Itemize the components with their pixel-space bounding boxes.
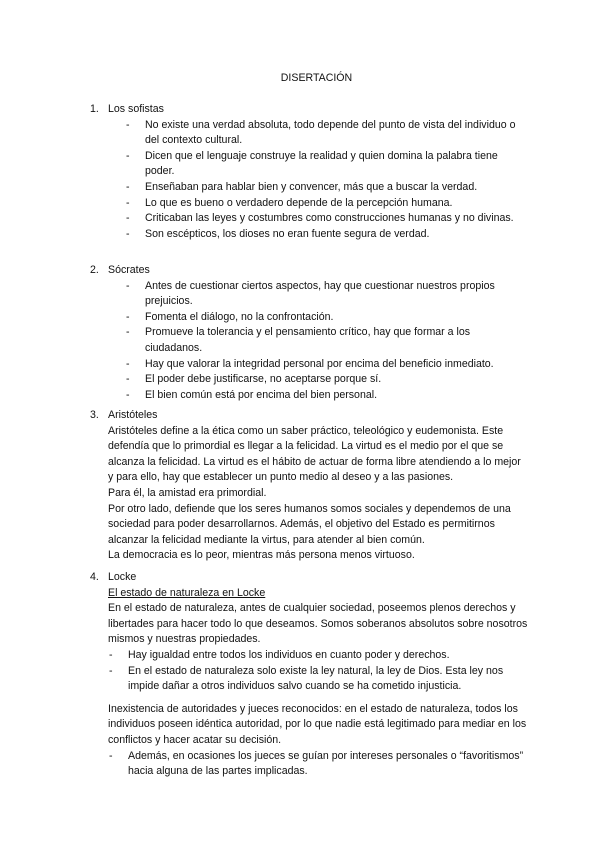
section-number: 4. bbox=[90, 571, 99, 583]
section-number: 3. bbox=[90, 409, 99, 421]
list-item: - No existe una verdad absoluta, todo depende del punto de vista del individuo o del contexto cultural. bbox=[145, 118, 528, 149]
bullet-list bbox=[128, 648, 528, 695]
list-item: - Dicen que el lenguaje construye la realidad y quien domina la palabra tiene poder. bbox=[145, 149, 528, 180]
list-item: - Lo que es bueno o verdadero depende de la percepción humana. bbox=[145, 196, 528, 212]
section-number: 1. bbox=[90, 103, 99, 115]
section-number: 2. bbox=[90, 264, 99, 276]
bullet-list bbox=[128, 749, 528, 780]
list-item: - Criticaban las leyes y costumbres como construcciones humanas y no divinas. bbox=[145, 211, 528, 227]
list-item: - Enseñaban para hablar bien y convencer, más que a buscar la verdad. bbox=[145, 180, 528, 196]
list-item: - El bien común está por encima del bien personal. bbox=[145, 388, 528, 404]
paragraph: Inexistencia de autoridades y jueces reconocidos: en el estado de naturaleza, todos los individuos poseen idéntica autoridad, por lo que nadie está legitimado para mediar en los conflictos y hacer acatar su decisión. bbox=[108, 702, 527, 746]
list-item: - Fomenta el diálogo, no la confrontación. bbox=[145, 310, 528, 326]
list-item: - En el estado de naturaleza solo existe la ley natural, la ley de Dios. Esta ley nos impide dañar a otros individuos salvo cuando se ha cometido injusticia. bbox=[128, 664, 528, 695]
section-heading: Aristóteles bbox=[108, 409, 158, 421]
section-aristoteles bbox=[90, 408, 528, 564]
paragraph: Aristóteles define a la ética como un saber práctico, teleológico y eudemonista. Este defendía que lo primordial es llegar a la felicidad. La virtud es el medio por el que se alcanza la felicidad. La virtud es el hábito de actuar de forma libre atendiendo a lo mejor y para ello, hay que establecer un punto medio al deseo y a las pasiones. bbox=[108, 424, 521, 484]
section-heading: Sócrates bbox=[108, 264, 150, 276]
bullet-list bbox=[145, 118, 528, 243]
section-heading: Los sofistas bbox=[108, 103, 164, 115]
bullet-list bbox=[145, 279, 528, 404]
list-item: - Promueve la tolerancia y el pensamiento crítico, hay que formar a los ciudadanos. bbox=[145, 325, 528, 356]
list-item: - Antes de cuestionar ciertos aspectos, hay que cuestionar nuestros propios prejuicios. bbox=[145, 279, 528, 310]
section-socrates bbox=[90, 263, 528, 403]
paragraph: Por otro lado, defiende que los seres humanos somos sociales y dependemos de una sociedad para poder desarrollarnos. Además, el objetivo del Estado es permitirnos alcanzar la felicidad mediante la virtus, para atender al bien común. bbox=[108, 502, 511, 546]
list-item: - Hay igualdad entre todos los individuos en cuanto poder y derechos. bbox=[128, 648, 528, 664]
paragraph: En el estado de naturaleza, antes de cualquier sociedad, poseemos plenos derechos y libertades para hacer todo lo que deseamos. Somos soberanos absolutos sobre nosotros mismos y nuestras propiedades. bbox=[108, 602, 528, 646]
list-item: - El poder debe justificarse, no aceptarse porque sí. bbox=[145, 372, 528, 388]
list-item: - Hay que valorar la integridad personal por encima del beneficio inmediato. bbox=[145, 357, 528, 373]
section-heading: Locke bbox=[108, 571, 137, 583]
document-title: DISERTACIÓN bbox=[280, 72, 353, 84]
subheading: El estado de naturaleza en Locke bbox=[108, 586, 266, 599]
list-item: - Además, en ocasiones los jueces se guían por intereses personales o “favoritismos” hacia alguna de las partes implicadas. bbox=[128, 749, 528, 780]
section-sofistas bbox=[90, 102, 528, 242]
list-item: - Son escépticos, los dioses no eran fuente segura de verdad. bbox=[145, 227, 528, 243]
paragraph: La democracia es lo peor, mientras más persona menos virtuoso. bbox=[108, 549, 415, 562]
section-locke bbox=[90, 570, 528, 780]
paragraph: Para él, la amistad era primordial. bbox=[108, 486, 267, 499]
